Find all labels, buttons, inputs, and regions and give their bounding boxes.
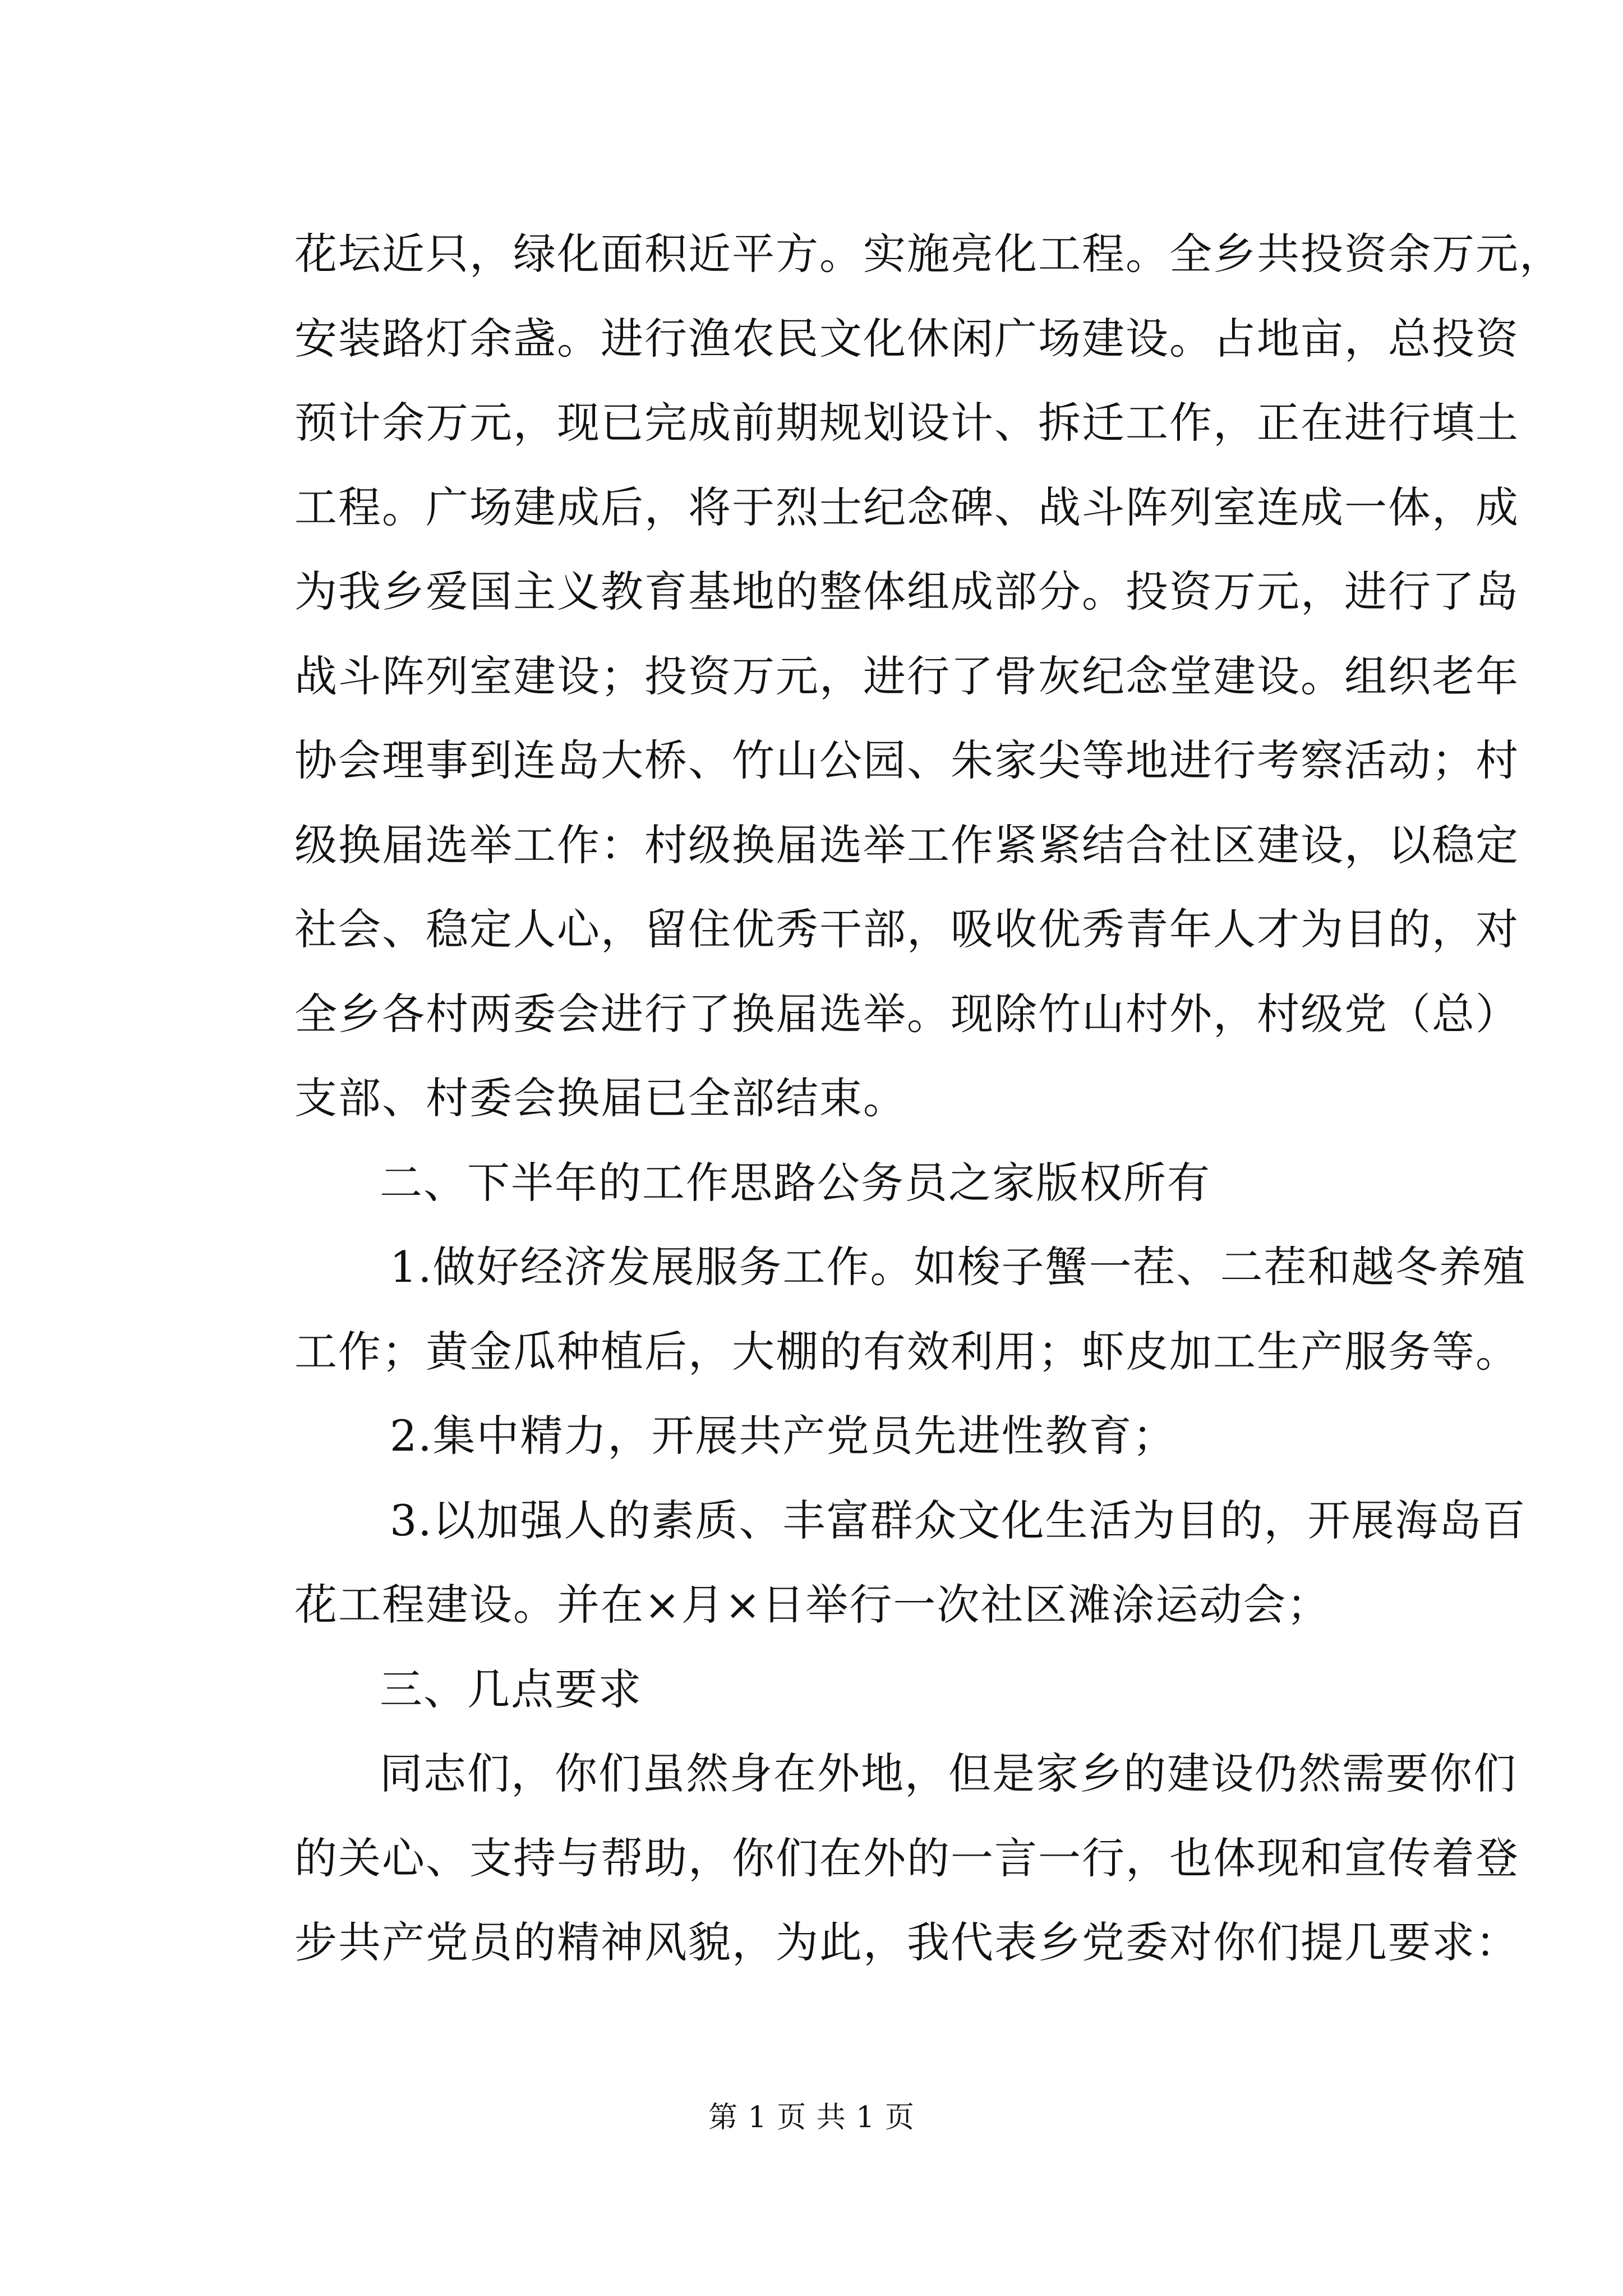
document-body — [294, 212, 1563, 1985]
paragraph-line: 级换届选举工作：村级换届选举工作紧紧结合社区建设，以稳定 — [294, 820, 1519, 870]
page-number-footer: 第 1 页 共 1 页 — [708, 2101, 915, 2134]
section-heading: 三、几点要求 — [380, 1664, 642, 1714]
paragraph-line: 工作；黄金瓜种植后，大棚的有效利用；虾皮加工生产服务等。 — [294, 1326, 1519, 1377]
paragraph-line: 为我乡爱国主义教育基地的整体组成部分。投资万元，进行了岛 — [294, 567, 1519, 616]
paragraph-line: 安装路灯余盏。进行渔农民文化休闲广场建设。占地亩，总投资 — [294, 313, 1519, 364]
paragraph-line: 全乡各村两委会进行了换届选举。现除竹山村外，村级党（总） — [294, 988, 1519, 1039]
paragraph-line: 花坛近只，绿化面积近平方。实施亮化工程。全乡共投资余万元， — [294, 229, 1563, 279]
paragraph-line: 社会、稳定人心，留住优秀干部，吸收优秀青年人才为目的，对 — [294, 904, 1519, 954]
paragraph-line: 协会理事到连岛大桥、竹山公园、朱家尖等地进行考察活动；村 — [294, 735, 1519, 785]
paragraph-line: 的关心、支持与帮助，你们在外的一言一行，也体现和宣传着登 — [294, 1833, 1519, 1883]
list-item: 3.以加强人的素质、丰富群众文化生活为目的，开展海岛百 — [390, 1495, 1527, 1545]
paragraph-line: 支部、村委会换届已全部结束。 — [294, 1073, 907, 1123]
paragraph-line: 工程。广场建成后，将于烈士纪念碑、战斗阵列室连成一体，成 — [294, 482, 1519, 532]
list-item: 1.做好经济发展服务工作。如梭子蟹一茬、二茬和越冬养殖 — [390, 1242, 1527, 1292]
paragraph-line: 同志们，你们虽然身在外地，但是家乡的建设仍然需要你们 — [380, 1749, 1517, 1798]
section-heading: 二、下半年的工作思路公务员之家版权所有 — [380, 1157, 1211, 1208]
paragraph-line: 花工程建设。并在×月×日举行一次社区滩涂运动会； — [294, 1580, 1331, 1630]
list-item: 2.集中精力，开展共产党员先进性教育； — [390, 1411, 1177, 1461]
paragraph-line: 战斗阵列室建设；投资万元，进行了骨灰纪念堂建设。组织老年 — [294, 651, 1519, 701]
paragraph-line: 预计余万元，现已完成前期规划设计、拆迁工作，正在进行填土 — [294, 398, 1519, 448]
paragraph-line: 步共产党员的精神风貌，为此，我代表乡党委对你们提几要求： — [294, 1917, 1519, 1967]
